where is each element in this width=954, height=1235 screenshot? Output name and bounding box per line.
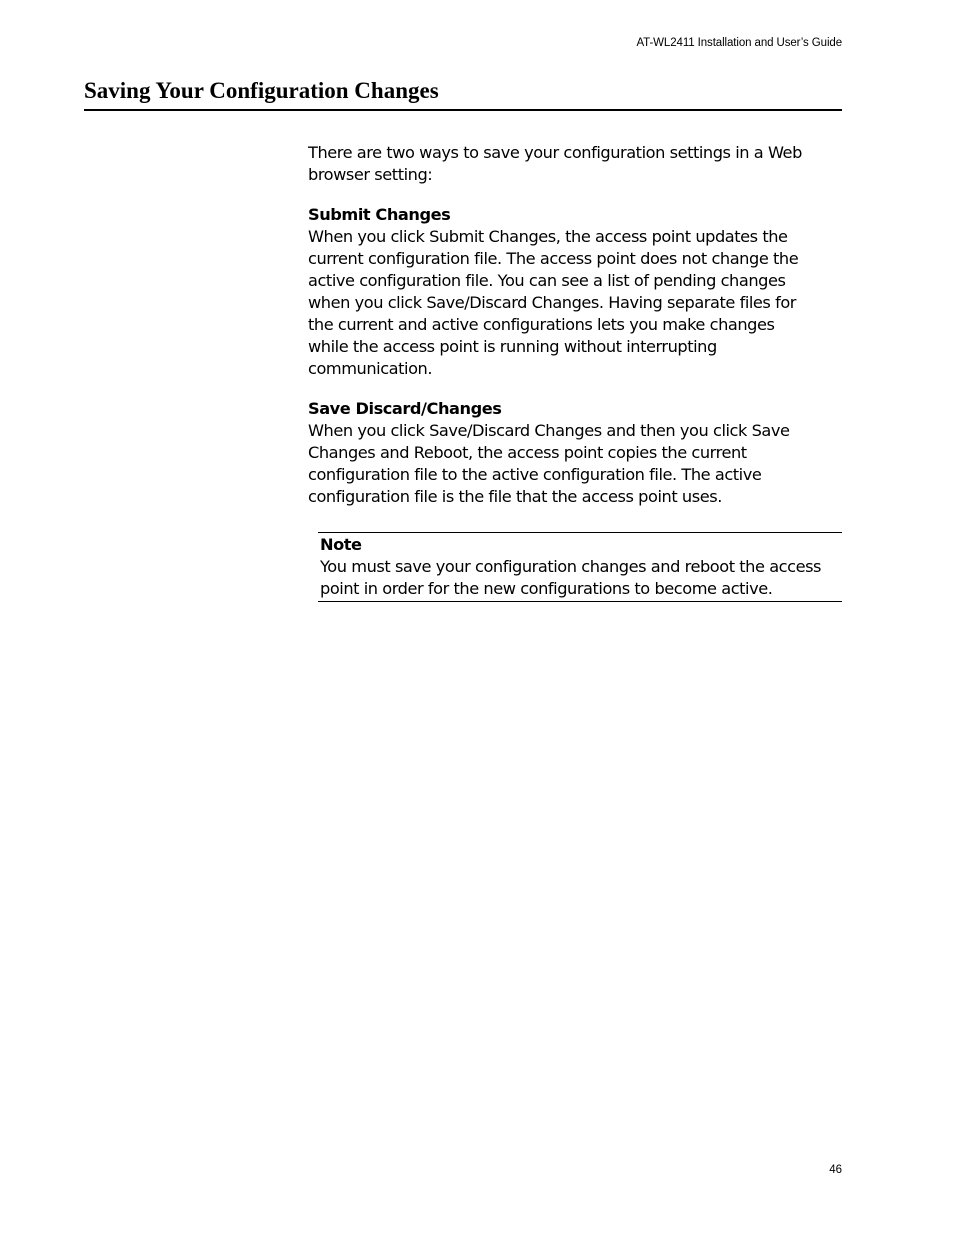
save-discard-paragraph: When you click Save/Discard Changes and then you click Save Changes and Reboot, the access point copies the current configuration file to the active configuration file. The active configuration file is the file that the access point uses. <box>308 421 790 506</box>
note-box <box>318 532 842 602</box>
page-number: 46 <box>829 1164 842 1176</box>
submit-changes-block <box>308 204 842 380</box>
save-discard-block <box>308 398 842 508</box>
body-column <box>308 142 842 526</box>
section-title: Saving Your Configuration Changes <box>84 76 842 111</box>
note-text: You must save your configuration changes and reboot the access point in order for the new configurations to become active. <box>320 557 822 598</box>
running-header: AT-WL2411 Installation and User’s Guide <box>636 37 842 49</box>
submit-changes-heading: Submit Changes <box>308 205 451 224</box>
note-label: Note <box>320 535 362 554</box>
submit-changes-paragraph: When you click Submit Changes, the access point updates the current configuration file. The access point does not change the active configuration file. You can see a list of pending changes when you click Save/Discard Changes. Having separate files for the current and active configurations lets you make changes while the access point is running without interrupting communication. <box>308 227 799 378</box>
intro-paragraph: There are two ways to save your configuration settings in a Web browser setting: <box>308 143 802 184</box>
save-discard-heading: Save Discard/Changes <box>308 399 502 418</box>
